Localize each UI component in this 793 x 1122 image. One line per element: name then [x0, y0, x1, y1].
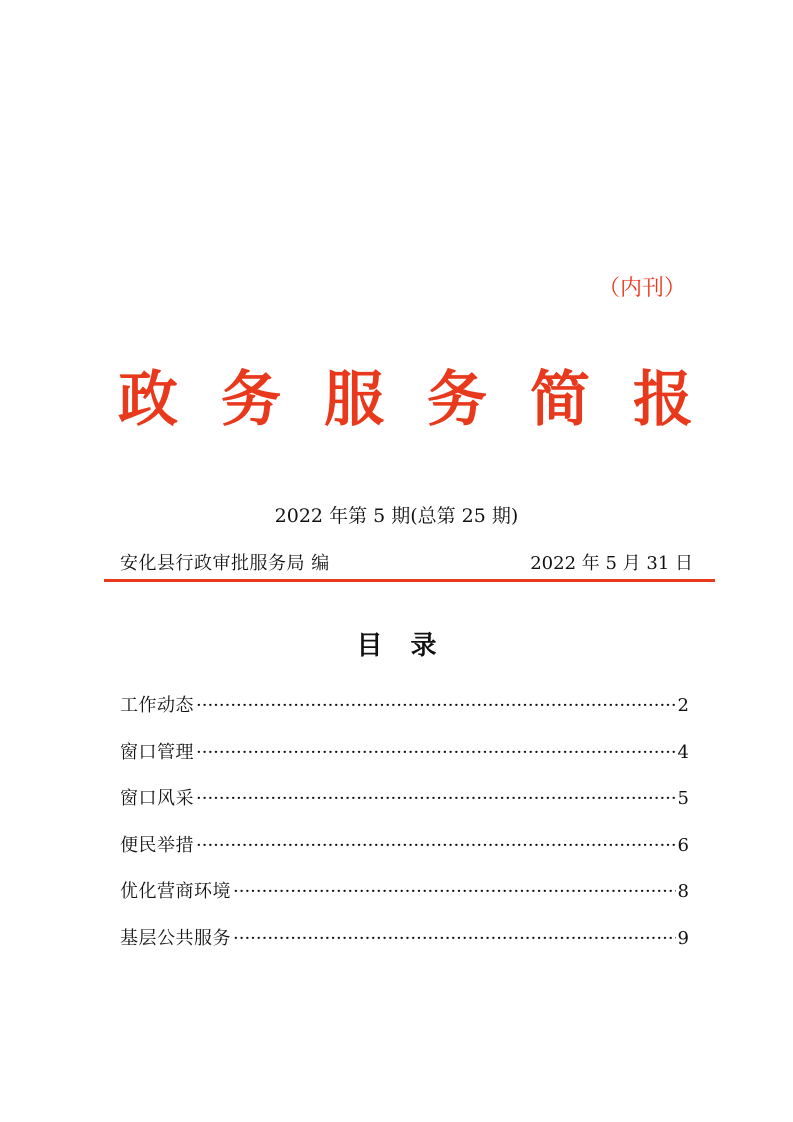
publication-date: 2022 年 5 月 31 日 — [530, 553, 693, 574]
masthead-title — [118, 355, 693, 445]
toc-entry-label: 窗口风采 — [120, 788, 194, 810]
toc-dot-leader — [233, 926, 676, 952]
toc-entry-label: 窗口管理 — [120, 741, 194, 763]
issue-number: 2022 年第 5 期(总第 25 期) — [274, 505, 519, 527]
toc-dot-leader — [233, 879, 676, 905]
toc-dot-leader — [196, 740, 676, 766]
toc-entry-label: 基层公共服务 — [120, 927, 231, 949]
masthead-char: 简 — [530, 365, 590, 435]
toc-entry-page: 5 — [677, 788, 689, 810]
header-divider — [104, 579, 715, 582]
toc-entry[interactable] — [120, 869, 689, 916]
toc-title: 目录 — [356, 631, 465, 661]
toc-entry[interactable] — [120, 730, 689, 777]
toc-entry-label: 优化营商环境 — [120, 881, 231, 903]
toc-dot-leader — [196, 786, 676, 812]
masthead-char: 服 — [324, 365, 384, 435]
toc-entry[interactable] — [120, 823, 689, 870]
toc-dot-leader — [196, 693, 676, 719]
table-of-contents — [120, 683, 689, 962]
toc-entry[interactable] — [120, 916, 689, 963]
toc-entry-label: 工作动态 — [120, 695, 194, 717]
toc-entry-page: 2 — [677, 695, 689, 717]
publisher-line: 安化县行政审批服务局 编 — [120, 553, 330, 574]
toc-dot-leader — [196, 833, 676, 859]
toc-entry-page: 4 — [677, 741, 689, 763]
masthead-char: 报 — [633, 365, 693, 435]
masthead-char: 政 — [118, 365, 178, 435]
toc-entry-page: 9 — [677, 927, 689, 949]
toc-entry[interactable] — [120, 683, 689, 730]
masthead-char: 务 — [427, 365, 487, 435]
toc-entry[interactable] — [120, 776, 689, 823]
internal-publication-label: （内刊） — [598, 276, 687, 301]
toc-entry-label: 便民举措 — [120, 834, 194, 856]
toc-entry-page: 6 — [677, 834, 689, 856]
masthead-char: 务 — [221, 365, 281, 435]
toc-entry-page: 8 — [677, 881, 689, 903]
